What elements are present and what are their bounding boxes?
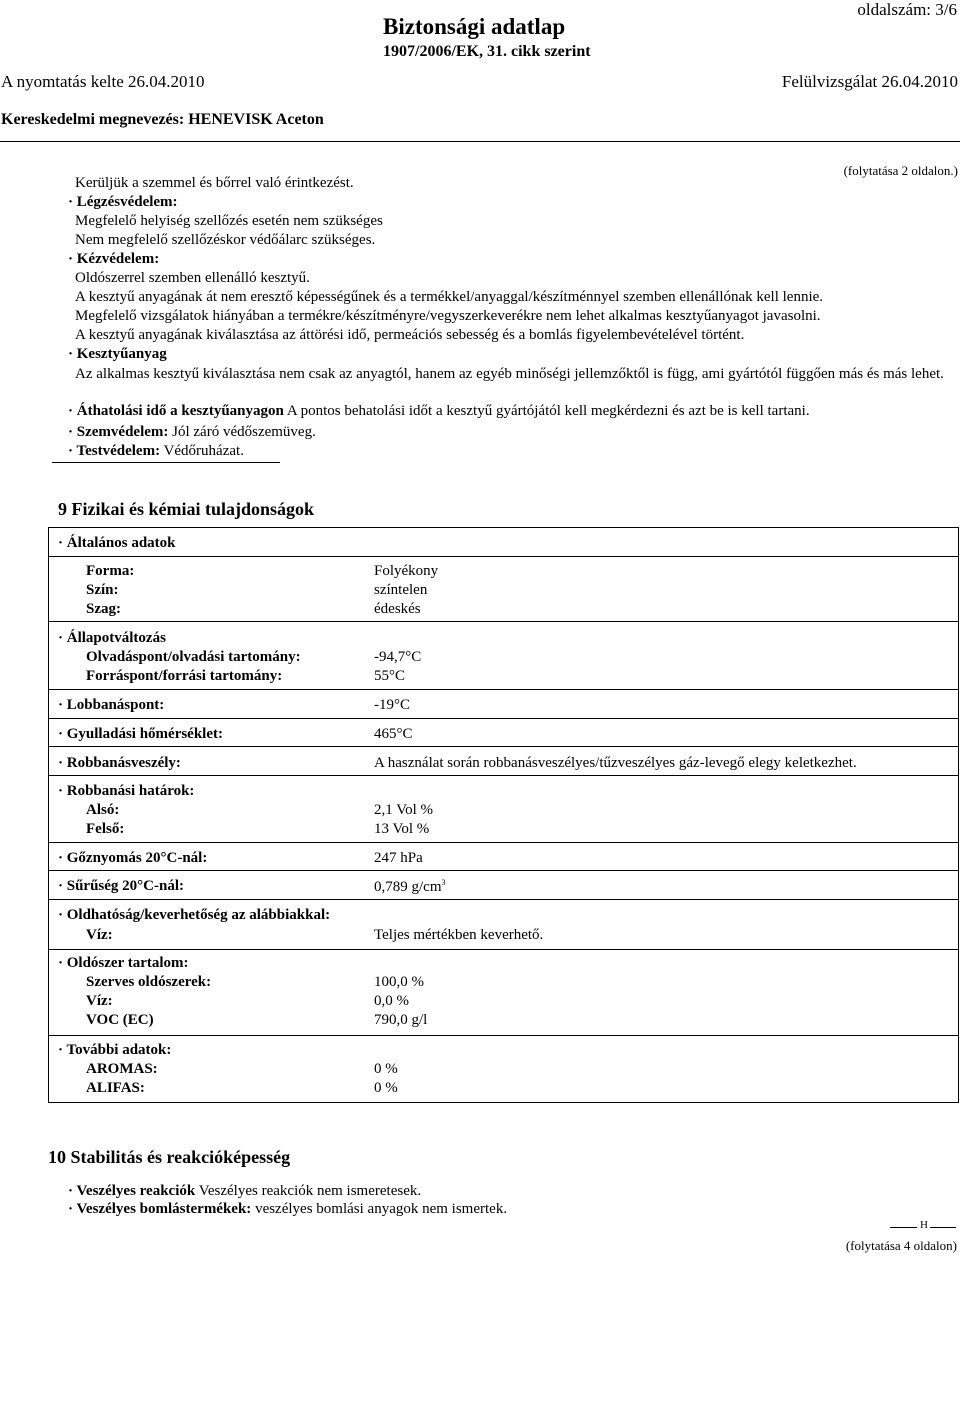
decomposition-products [68,1201,507,1218]
form-label: Forma: [86,563,135,579]
vapor-label: · Gőznyomás 20°C-nál: [58,850,208,866]
rule [48,842,959,843]
eye-label: · Szemvédelem: [68,424,169,440]
aromas-value: 0 % [374,1061,398,1077]
rule [48,775,959,776]
alifas-label: ALIFAS: [86,1080,145,1096]
water-label: Víz: [86,927,113,943]
decomposition-text: veszélyes bomlási anyagok nem ismertek. [255,1201,508,1217]
header-rule [0,141,960,142]
breakthrough-text: A pontos behatolási időt a kesztyű gyártójától kell megkérdezni és azt be is kell tartani. [286,403,810,419]
voc-value: 790,0 g/l [374,1012,428,1028]
rule [48,556,959,557]
water2-value: 0,0 % [374,993,409,1009]
more-label: · További adatok: [58,1042,172,1058]
resp-text-2: Nem megfelelő szellőzéskor védőálarc szükséges. [75,232,376,248]
rule [48,621,959,622]
hand-text-3: Megfelelő vizsgálatok hiányában a termékre/készítményre/vegyszerkeverékre nem lehet alkalmas kesztyűanyagot javasolni. [75,308,821,324]
glove-text: Az alkalmas kesztyű kiválasztása nem csak az anyagtól, hanem az egyéb minőségi jellemzőktől is függ, ami gyártótól függően más és más lehet. [75,366,944,382]
continued-to: (folytatása 4 oldalon) [845,1238,957,1253]
rule [48,746,959,747]
resp-label: · Légzésvédelem: [68,194,178,210]
glove-label: · Kesztyűanyag [68,346,167,362]
footer-marker: H [920,1219,928,1231]
body-label: · Testvédelem: [68,443,161,459]
rule [48,718,959,719]
solvent-label: · Oldószer tartalom: [58,955,189,971]
melt-value: -94,7°C [374,649,422,665]
state-label: · Állapotváltozás [58,630,166,646]
vapor-value: 247 hPa [374,850,423,866]
reactions-label: · Veszélyes reakciók [68,1183,196,1199]
density-number: 0,789 g/cm [374,879,442,895]
trade-name: Kereskedelmi megnevezés: HENEVISK Aceton [1,111,324,128]
body-text: Védőruházat. [163,443,244,459]
boil-label: Forráspont/forrási tartomány: [86,668,283,684]
hand-label: · Kézvédelem: [68,251,160,267]
resp-text-1: Megfelelő helyiség szellőzés esetén nem szükséges [75,213,383,229]
aromas-label: AROMAS: [86,1061,158,1077]
properties-box [48,527,959,1103]
organic-label: Szerves oldószerek: [86,974,212,990]
decomposition-label: · Veszélyes bomlástermékek: [68,1201,252,1217]
sec8-end-rule [52,462,280,463]
eye-text: Jól záró védőszemüveg. [172,424,316,440]
document-title: Biztonsági adatlap [383,14,566,39]
limits-label: · Robbanási határok: [58,783,195,799]
rule [48,1035,959,1036]
breakthrough-label: · Áthatolási idő a kesztyűanyagon [68,403,284,419]
explosion-value: A használat során robbanásveszélyes/tűzveszélyes gáz-levegő elegy keletkezhet. [374,755,857,771]
footer-rule-right [930,1227,956,1228]
section-10-title: 10 Stabilitás és reakcióképesség [48,1147,291,1167]
upper-value: 13 Vol % [374,821,430,837]
footer-rule-left [890,1227,917,1228]
density-label: · Sűrűség 20°C-nál: [58,878,185,894]
odor-value: édeskés [374,601,421,617]
general-label: · Általános adatok [58,535,176,551]
page-number: oldalszám: 3/6 [857,0,957,19]
lower-value: 2,1 Vol % [374,802,434,818]
explosion-label: · Robbanásveszély: [58,755,181,771]
color-label: Szín: [86,582,119,598]
print-date: A nyomtatás kelte 26.04.2010 [1,72,205,91]
rule [48,689,959,690]
rule [48,870,959,871]
form-value: Folyékony [374,563,439,579]
color-value: színtelen [374,582,428,598]
upper-label: Felső: [86,821,125,837]
ignition-value: 465°C [374,726,413,742]
lower-label: Alsó: [86,802,120,818]
breakthrough [68,403,810,420]
flash-value: -19°C [374,697,410,713]
alifas-value: 0 % [374,1080,398,1096]
hand-text-1: Oldószerrel szemben ellenálló kesztyű. [75,270,310,286]
hazardous-reactions [68,1183,421,1200]
density-exponent: 3 [441,878,446,887]
density-value [374,878,446,896]
revision-date: Felülvizsgálat 26.04.2010 [781,72,958,91]
continued-from: (folytatása 2 oldalon.) [843,163,958,178]
regulation: 1907/2006/EK, 31. cikk szerint [383,43,591,60]
boil-value: 55°C [374,668,406,684]
solubility-label: · Oldhatóság/keverhetőség az alábbiakkal: [58,907,331,923]
water-value: Teljes mértékben keverhető. [374,927,544,943]
hand-text-2: A kesztyű anyagának át nem eresztő képességűnek és a termékkel/anyaggal/készítménnyel szemben ellenállónak kell lennie. [75,289,824,305]
odor-label: Szag: [86,601,121,617]
organic-value: 100,0 % [374,974,424,990]
reactions-text: Veszélyes reakciók nem ismeretesek. [198,1183,422,1199]
melt-label: Olvadáspont/olvadási tartomány: [86,649,301,665]
flash-label: · Lobbanáspont: [58,697,165,713]
section-9-title: 9 Fizikai és kémiai tulajdonságok [58,499,315,519]
ignition-label: · Gyulladási hőmérséklet: [58,726,223,742]
hand-text-4: A kesztyű anyagának kiválasztása az áttörési idő, permeációs sebesség és a bomlás figyelembevételével történt. [75,327,745,343]
eye-skin-text: Kerüljük a szemmel és bőrrel való érintkezést. [75,175,354,191]
rule [48,899,959,900]
water2-label: Víz: [86,993,113,1009]
eye-protection [68,424,316,441]
body-protection [68,443,244,460]
rule [48,949,959,950]
voc-label: VOC (EC) [86,1012,154,1028]
